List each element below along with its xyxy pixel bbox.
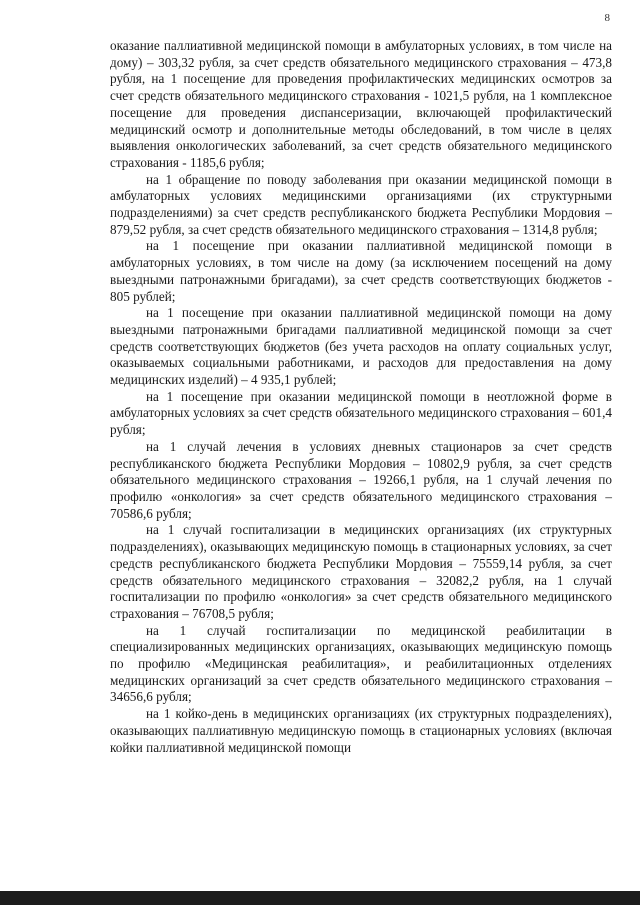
paragraph-home-visit-brigades: на 1 посещение при оказании паллиативной медицинской помощи на дому выездными патронажными бригадами паллиативной медицинской помощи за счет средств соответствующих бюджетов (без учета расходов на оплату социальных услуг, оказываемых социальными работниками, и расходов для предоставления на дому медицинских изделий) – 4 935,1 рублей;: [110, 305, 612, 388]
page-number: 8: [604, 12, 610, 24]
paragraph-bed-day: на 1 койко-день в медицинских организациях (их структурных подразделениях), оказывающих паллиативную медицинскую помощь в стационарных условиях (включая койки паллиативной медицинской помощи: [110, 706, 612, 755]
scan-bottom-edge: [0, 891, 640, 905]
document-body: [110, 38, 612, 756]
paragraph-continuation: оказание паллиативной медицинской помощи в амбулаторных условиях, в том числе на дому) – 303,32 рубля, за счет средств обязательного медицинского страхования – 473,8 рубля, на 1 посещение для проведения профилактических медицинских осмотров за счет средств обязательного медицинского страхования - 1021,5 рубля, на 1 комплексное посещение для проведения диспансеризации, включающей профилактический медицинский осмотр и дополнительные методы обследований, в том числе в целях выявления онкологических заболеваний, за счет средств обязательного медицинского страхования - 1185,6 рубля;: [110, 38, 612, 170]
paragraph-outpatient-appeal: на 1 обращение по поводу заболевания при оказании медицинской помощи в амбулаторных условиях медицинскими организациями (их структурными подразделениями) за счет средств республиканского бюджета Республики Мордовия – 879,52 рубля, за счет средств обязательного медицинского страхования – 1314,8 рубля;: [110, 171, 612, 237]
paragraph-palliative-visit: на 1 посещение при оказании паллиативной медицинской помощи в амбулаторных условиях, в том числе на дому (за исключением посещений на дому выездными патронажными бригадами), за счет средств соответствующих бюджетов - 805 рублей;: [110, 238, 612, 304]
paragraph-day-hospital: на 1 случай лечения в условиях дневных стационаров за счет средств республиканского бюджета Республики Мордовия – 10802,9 рубля, за счет средств обязательного медицинского страхования – 19266,1 рубля, на 1 случай лечения по профилю «онкология» за счет средств обязательного медицинского страхования – 70586,6 рубля;: [110, 438, 612, 521]
paragraph-urgent-care: на 1 посещение при оказании медицинской помощи в неотложной форме в амбулаторных условиях за счет средств обязательного медицинского страхования – 601,4 рубля;: [110, 388, 612, 438]
paragraph-hospitalization: на 1 случай госпитализации в медицинских организациях (их структурных подразделениях), оказывающих медицинскую помощь в стационарных условиях, за счет средств республиканского бюджета Республики Мордовия – 75559,14 рубля, за счет средств обязательного медицинского страхования – 32082,2 рубля, на 1 случай госпитализации по профилю «онкология» за счет средств обязательного медицинского страхования – 76708,5 рубля;: [110, 522, 612, 621]
paragraph-rehabilitation: на 1 случай госпитализации по медицинской реабилитации в специализированных медицинских организациях, оказывающих медицинскую помощь по профилю «Медицинская реабилитация», и реабилитационных отделениях медицинских организаций за счет средств обязательного медицинского страхования – 34656,6 рубля;: [110, 622, 612, 705]
